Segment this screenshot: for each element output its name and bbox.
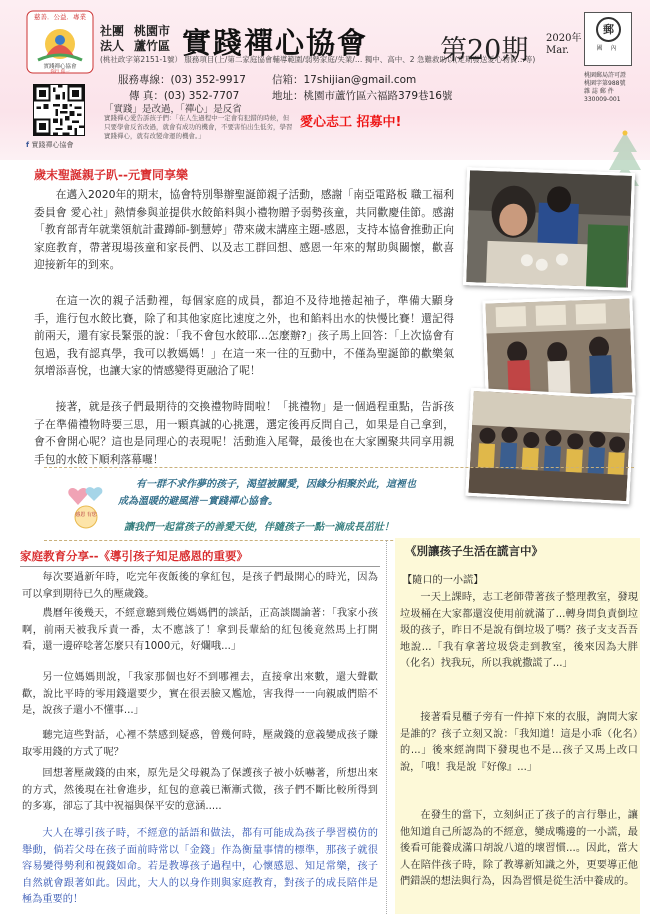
photo-classroom-image: [485, 299, 632, 398]
email-address: 信箱：17shijian@gmail.com: [272, 74, 417, 86]
logo-line-1: 慈善．公益．專業: [34, 13, 86, 21]
postal-permit: 桃園郵局許可證 桃園字第988號 雜 誌 郵 件 330009-001: [584, 72, 627, 103]
volunteer-recruit-banner[interactable]: 愛心志工 招募中!: [300, 115, 402, 130]
banner-line-2: 成為溫暖的避風港－實踐禪心協會。: [118, 496, 278, 507]
heart-balloons-icon: [66, 485, 106, 531]
article1-paragraph-1: 在邁入2020年的期末，協會特別舉辦聖誕節親子活動，感謝「南亞電路板 職工福利委員會 愛心社」熱情參與並提供水餃餡料與小禮物贈予弱勢孩童，共同歡慶佳節。感謝「教育部青年就業領航計畫蹲師-劉慧婷」帶來歲末講座主題-感恩，支持本協會推動正向家庭教育，帶著現場孩童和家長們、以及志工群回想、感恩一年來的幫助與關懷，歡喜迎接新年的到來。: [34, 188, 454, 271]
facebook-icon: f: [26, 141, 32, 149]
hearts-label-1: 感恩 有您: [75, 512, 97, 518]
article2-paragraph-6: 大人在導引孩子時，不經意的話語和做法，都有可能成為孩子學習模仿的舉動，倘若父母在孩子面前時常以「金錢」作為衡量事情的標準，那孩子就很容易變得勢利和視錢如命。若是教導孩子過程中，心懷感恩、知足常樂，孩子自然就會跟著如此。因此，大人的以身作則與家庭教育，對孩子的成長陪伴是極為重要的！: [22, 828, 378, 906]
article3-paragraph-2: 接著看見櫃子旁有一件掉下來的衣服，詢問大家是誰的？孩子立刻又說：「我知道！這是小乖（化名）的...」後來經詢問下發現也不是...孩子又馬上改口說，「哦！我是說『好像』...」: [400, 712, 638, 773]
org-location-label: 桃園市 蘆竹區: [134, 24, 171, 53]
article2-paragraph-1: 每次要過新年時，吃完年夜飯後的拿紅包，是孩子們最開心的時光，因為可以拿到期待已久的壓歲錢。: [22, 572, 378, 600]
column-divider: [386, 540, 387, 914]
logo-line-2: 實踐禪心協會: [43, 64, 77, 70]
qr-code[interactable]: [33, 84, 85, 136]
article2-title: 家庭教育分享--《導引孩子知足感恩的重要》: [20, 548, 380, 567]
stamp-text: 國 內: [596, 45, 620, 52]
article1-paragraph-2: 在這一次的親子活動裡，每個家庭的成員，都迫不及待地捲起袖子，準備大顯身手，進行包水餃比賽，除了和其他家庭比速度之外，也和餡料出水的快慢比賽！還記得前兩天，還有家長緊張的說：「我不會包水餃耶...怎麼辦?」孩子馬上回答：「上次協會有包過，我有認真學，我可以教媽媽！」在這一來一往的互動中，不僅為聖誕節的歡樂氣氛增添喜悅，也讓大家的情感變得更融洽了呢！: [34, 294, 454, 377]
article3-paragraph-1: 一天上課時，志工老師帶著孩子整理教室，發現垃圾桶在大家都還沒使用前就滿了...轉身問負責倒垃圾的孩子，昨日不是說有倒垃圾了嗎？孩子支支吾吾地說...「我有拿著垃圾袋走到教室，後來因為大胖（化名）找我玩，所以我就撒謊了...」: [400, 592, 638, 670]
article2-paragraph-5: 回想著壓歲錢的由來，原先是父母親為了保護孩子被小妖嚇著，所想出來的方式，然後現在社會進步，紅包的意義已漸漸式微，孩子們不斷比較所得到的多寡，卻忘了其中祝福與保平安的意涵.....: [22, 768, 378, 813]
banner-line-1: 有一群不求作夢的孩子，渴望被關愛，因緣分相聚於此，這裡也: [136, 479, 416, 490]
article2-paragraph-4: 聽完這些對話，心裡不禁感到疑惑，曾幾何時，壓歲錢的意義變成孩子賺取零用錢的方式了呢？: [22, 730, 378, 758]
photo-dumpling-image: [466, 170, 632, 288]
fax-number: 傳 真：(03) 352-7707: [129, 90, 240, 102]
org-type-label: 社團 法人: [100, 24, 125, 53]
association-logo: [26, 10, 94, 74]
motto-detail: 實踐禪心愛告訴孩子們：「在人生過程中一定會有犯錯的時候，但只要學會反省改過，就會有成功的機會，不要害怕出生低劣，學習實踐禪心，就有改變命運的機會。」: [104, 114, 293, 140]
banner-line-3: 讓我們一起當孩子的善愛天使，伴隨孩子一點一滴成長茁壯！: [124, 522, 394, 533]
photo-classroom: [482, 295, 635, 400]
facebook-page[interactable]: f 實踐禪心協會: [26, 141, 74, 149]
registration-text: (桃社政字第2151-1號） 服務項目(上/第二家庭協會輔導範圍/弱勢家庭/失業/… 獨中、高中、2 急難救助以(定期發送愛心物資…等): [100, 55, 536, 64]
issue-date: 2020年 Mar.: [546, 33, 582, 56]
postal-address: 地址：桃園市蘆竹區六福路379巷16號: [272, 90, 453, 102]
logo-line-3: 你行 你一: [50, 70, 70, 74]
phone-number: 服務專線：(03) 352-9917: [118, 74, 246, 86]
stamp-glyph: 郵: [596, 17, 621, 42]
article2-paragraph-3: 另一位媽媽則說，「我家那個也好不到哪裡去，直接拿出來數，還大聲歡歡，說比平時的零用錢還要少，實在很丟臉又尷尬，害我得一一向親戚們賠不是，說孩子還小不懂事...」: [22, 672, 378, 717]
article1-paragraph-3: 接著，就是孩子們最期待的交換禮物時間啦！「挑禮物」是一個過程重點，告訴孩子在準備禮物時要三思，用一顆真誠的心挑選，選定後再反問自己，如果是自己拿到，會不會開心呢？這也是同理心的表現呢！活動進入尾聲，最後也在大家團聚共同享用親手包的水餃下順利落幕囉！: [34, 400, 454, 466]
motto: 「實踐」是改過，「禪心」是反省: [104, 104, 242, 115]
photo-dumpling-making: [463, 167, 635, 291]
org-name: 實踐禪心協會: [182, 26, 369, 60]
article3-title: 《別讓孩子生活在謊言中》: [405, 544, 543, 558]
article2-paragraph-2: 農曆年後幾天，不經意聽到幾位媽媽們的談話，正高談闊論著：「我家小孩啊，前兩天被我斥責一番，太不應該了！拿到長輩給的紅包後竟然馬上打開看，還一邊碎唸著怎麼只有1000元，好爛哦...」: [22, 608, 378, 653]
article3-paragraph-3: 在發生的當下，立刻糾正了孩子的言行舉止，讓他知道自己所認為的不經意，變成嘴邊的一小謊，最後看可能養成滿口胡說八道的壞習慣...。因此，當大人在陪伴孩子時，除了教導新知識之外，更要導正他們錯誤的想法與行為，因為習慣是從生活中養成的。: [400, 810, 638, 888]
article3-subtitle: 【隨口的一小謊】: [402, 575, 484, 586]
article1-title: 歲末聖誕親子趴--元寶同享樂: [34, 168, 188, 182]
postage-stamp: [584, 12, 632, 66]
issue-number: 第20期: [440, 35, 529, 66]
